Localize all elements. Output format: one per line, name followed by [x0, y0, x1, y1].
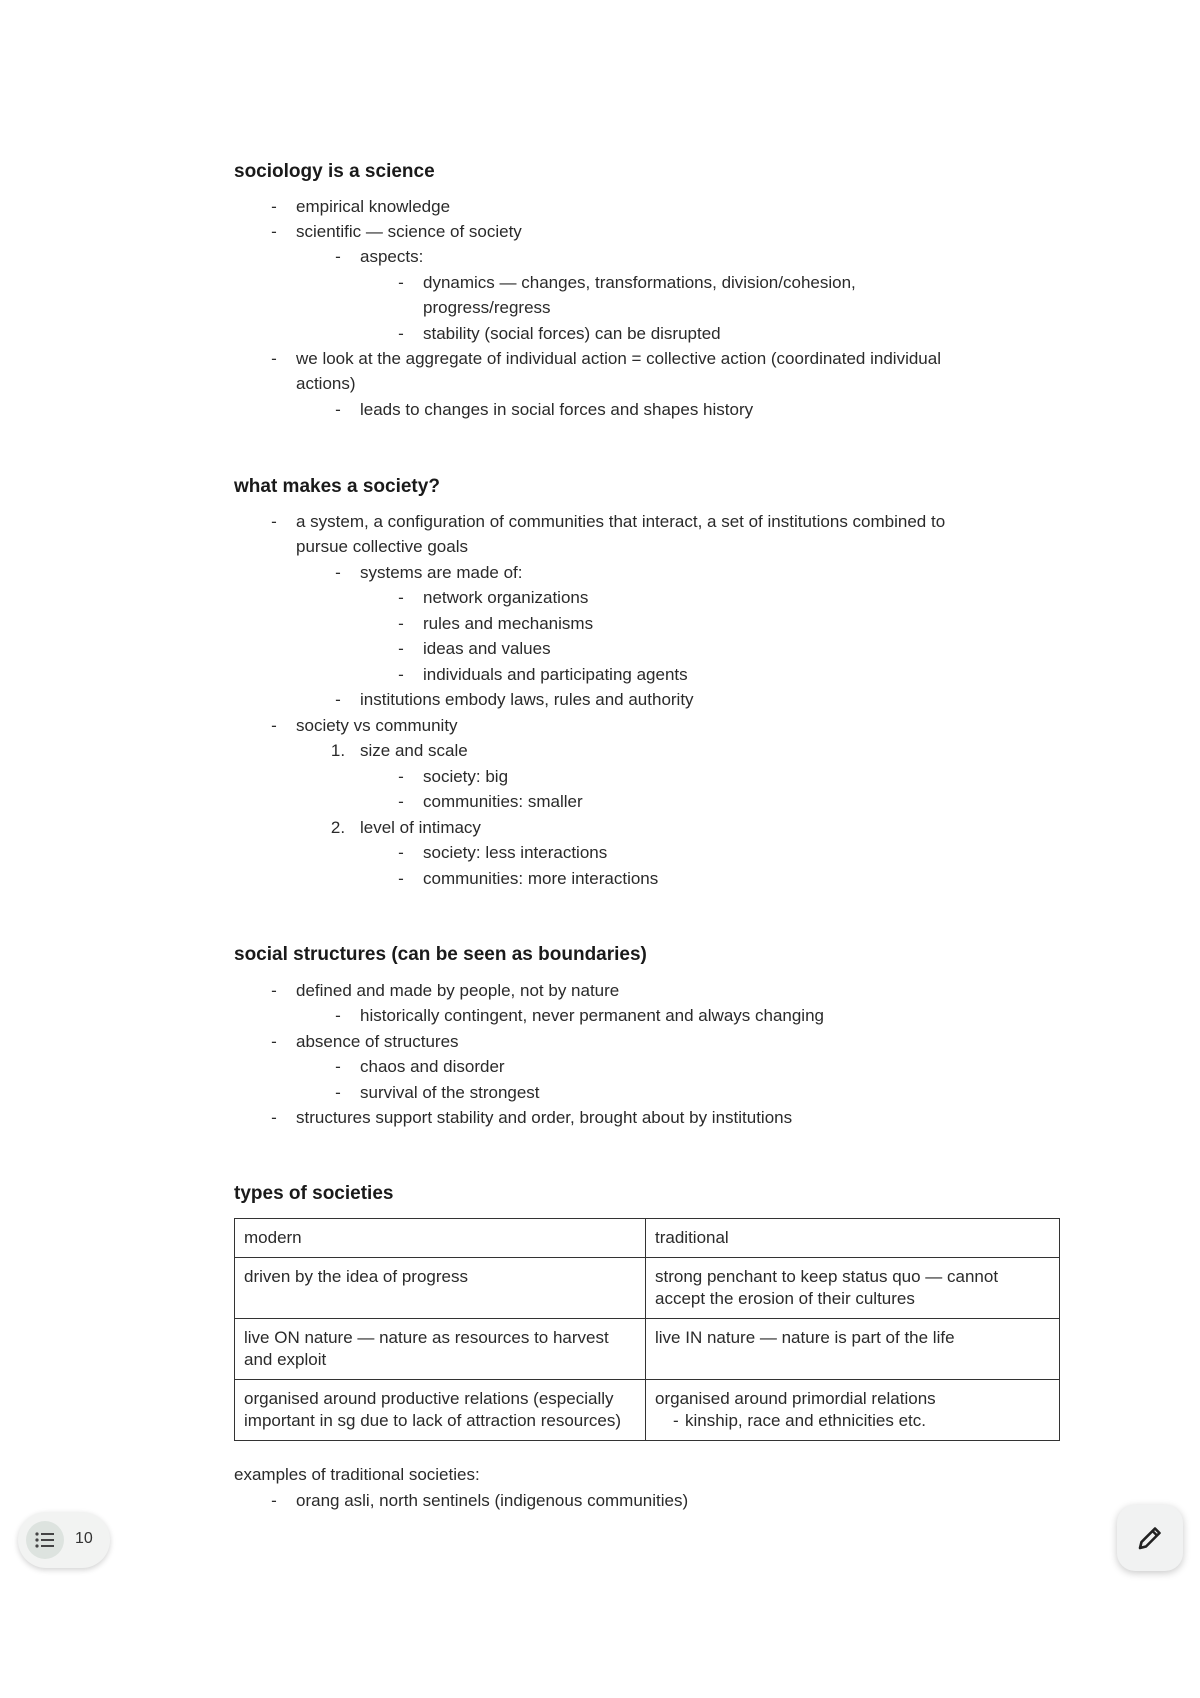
list-item: - defined and made by people, not by nature: [271, 981, 620, 1000]
pencil-icon: [1136, 1524, 1164, 1552]
numbered-item: 1. size and scale: [330, 741, 468, 760]
table-header-cell: modern: [235, 1219, 646, 1258]
table-header-row: [235, 1219, 1060, 1258]
examples-label: examples of traditional societies:: [234, 1465, 480, 1484]
page-outline-button[interactable]: [18, 1512, 110, 1568]
list-item: - absence of structures: [271, 1032, 459, 1051]
table-header-cell: traditional: [646, 1219, 1060, 1258]
section-heading: sociology is a science: [234, 161, 435, 182]
table-cell: live IN nature — nature is part of the life: [646, 1319, 1060, 1380]
societies-table: [234, 1218, 1060, 1441]
page-count: 10: [75, 1530, 93, 1547]
table-cell: [646, 1380, 1060, 1441]
list-item: - survival of the strongest: [335, 1083, 540, 1102]
list-item: - structures support stability and order, brought about by institutions: [271, 1108, 793, 1127]
list-item: - aspects:: [335, 247, 424, 266]
list-item: - systems are made of:: [335, 563, 523, 582]
table-cell: live ON nature — nature as resources to harvest and exploit: [235, 1319, 646, 1380]
table-cell: strong penchant to keep status quo — cannot accept the erosion of their cultures: [646, 1258, 1060, 1319]
list-item: - communities: smaller: [398, 792, 583, 811]
list-icon: [26, 1521, 64, 1559]
list-item: - society: big: [398, 767, 509, 786]
list-item: - scientific — science of society: [271, 222, 522, 241]
section-heading: what makes a society?: [234, 476, 440, 497]
table-sub-bullet: - kinship, race and ethnicities etc.: [673, 1411, 926, 1430]
list-item: - institutions embody laws, rules and authority: [335, 690, 694, 709]
list-item: - dynamics — changes, transformations, division/cohesion, progress/regress: [398, 273, 856, 317]
section-heading: types of societies: [234, 1183, 394, 1204]
table-cell: organised around productive relations (especially important in sg due to lack of attraction resources): [235, 1380, 646, 1441]
table-row: [235, 1380, 1060, 1441]
list-item: - communities: more interactions: [398, 869, 659, 888]
section-heading: social structures (can be seen as boundaries): [234, 944, 647, 965]
table-row: [235, 1258, 1060, 1319]
list-item: - chaos and disorder: [335, 1057, 505, 1076]
table-cell: driven by the idea of progress: [235, 1258, 646, 1319]
list-item: - empirical knowledge: [271, 197, 451, 216]
list-item: - society vs community: [271, 716, 458, 735]
list-item: - orang asli, north sentinels (indigenous communities): [271, 1491, 689, 1510]
list-item: - society: less interactions: [398, 843, 608, 862]
list-item: - we look at the aggregate of individual action = collective action (coordinated individual actions): [271, 349, 941, 393]
list-item: - rules and mechanisms: [398, 614, 594, 633]
list-item: - network organizations: [398, 588, 589, 607]
list-item: - leads to changes in social forces and shapes history: [335, 400, 754, 419]
list-item: - historically contingent, never permanent and always changing: [335, 1006, 824, 1025]
table-cell-text: organised around primordial relations: [655, 1389, 936, 1408]
edit-button[interactable]: [1117, 1505, 1183, 1571]
list-item: - a system, a configuration of communities that interact, a set of institutions combined to pursue collective goals: [271, 512, 946, 556]
list-item: - ideas and values: [398, 639, 551, 658]
numbered-item: 2. level of intimacy: [330, 818, 481, 837]
table-row: [235, 1319, 1060, 1380]
list-item: - individuals and participating agents: [398, 665, 688, 684]
list-item: - stability (social forces) can be disrupted: [398, 324, 721, 343]
